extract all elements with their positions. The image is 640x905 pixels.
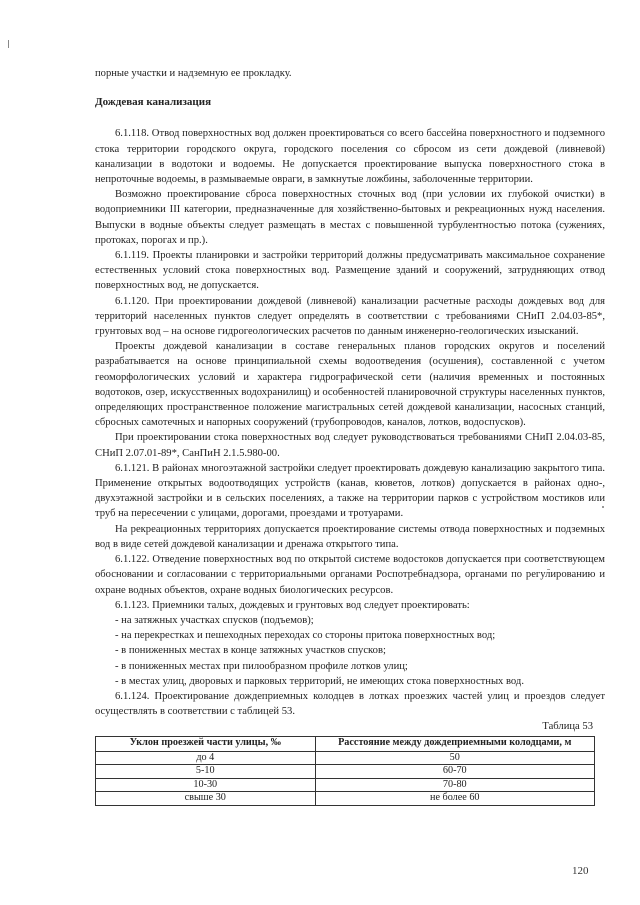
table-cell: не более 60: [315, 792, 594, 806]
paragraph: На рекреационных территориях допускается проектирование системы отвода поверхностных и подземных вод в виде сетей дождевой канализации и дренажа открытого типа.: [95, 523, 605, 550]
table-header-distance: Расстояние между дождеприемными колодцами, м: [315, 736, 594, 751]
intro-line: порные участки и надземную ее прокладку.: [95, 68, 292, 79]
paragraph: Возможно проектирование сброса поверхностных сточных вод (при условии их глубокой очистки) в водоприемники III категории, предназначенные для хозяйственно-бытовых и рекреационных нужд населения. Выпуски в водные объекты следует размещать в местах с повышенной турбулентностью потока (сужениях, протоках, порогах и пр.).: [95, 189, 605, 246]
paragraph: При проектировании стока поверхностных вод следует руководствоваться требованиями СНиП 2.04.03-85, СНиП 2.07.01-89*, СанПиН 2.1.5.980-00.: [95, 432, 605, 459]
table-cell: 60-70: [315, 765, 594, 779]
paragraph: 6.1.118. Отвод поверхностных вод должен проектироваться со всего бассейна поверхностного и подземного стока территории городского округа, городского поселения со сбросом из сети дождевой (ливневой) канализации в водотоки и водоемы. Не допускается проектирование выпуска поверхностного стока в непроточные водоемы, в размываемые овраги, в замкнутые ложбины, заболоченные территории.: [95, 128, 605, 186]
paragraph: 6.1.124. Проектирование дождеприемных колодцев в лотках проезжих частей улиц и проездов следует осуществлять в соответствии с таблицей 53.: [95, 690, 605, 718]
list-item: - на перекрестках и пешеходных переходах со стороны притока поверхностных вод;: [115, 630, 496, 642]
paragraph: 6.1.119. Проекты планировки и застройки территорий должны предусматривать максимальное сохранение естественных условий стока поверхностных вод. Размещение зданий и сооружений, затрудняющих отвод поверхностных вод, не допускается.: [95, 250, 605, 292]
table-header-slope: Уклон проезжей части улицы, ‰: [96, 736, 316, 751]
paragraph: 6.1.123. Приемники талых, дождевых и грунтовых вод следует проектировать:: [115, 599, 470, 611]
page-number: 120: [572, 865, 589, 877]
table-row: [96, 792, 595, 806]
list-item: - на затяжных участках спусков (подъемов);: [115, 614, 314, 626]
table-cell: свыше 30: [96, 792, 316, 806]
table-cell: 70-80: [315, 778, 594, 792]
table-cell: 50: [315, 751, 594, 765]
list-item: - в пониженных местах в конце затяжных участков спусков;: [115, 645, 386, 657]
document-page: [95, 66, 605, 806]
drain-spacing-table: [95, 736, 595, 806]
table-row: [96, 765, 595, 779]
table-cell: 10-30: [96, 778, 316, 792]
paragraph: 6.1.121. В районах многоэтажной застройки следует проектировать дождевую канализацию закрытого типа. Применение открытых водоотводящих устройств (канав, кюветов, лотков) допускается в районах одно-, двухэтажной застройки и в сельских поселениях, а также на территории парков с устройством мостиков или труб на пересечении с улицами, дорогами, проездами и тротуарами.: [95, 462, 605, 520]
table-row: [96, 778, 595, 792]
list-item: - в местах улиц, дворовых и парковых территорий, не имеющих стока поверхностных вод.: [115, 675, 524, 687]
table-header-row: [96, 736, 595, 751]
table-caption: Таблица 53: [542, 721, 593, 733]
paragraph: Проекты дождевой канализации в составе генеральных планов городских округов и поселений разрабатывается на основе принципиальной схемы водоотведения (осушения), составленной с учетом геоморфологических условий и характера гидрографической сети (наличия временных и постоянных водотоков, озер, искусственных водохранилищ) и особенностей планировочной структуры населенных пунктов, определяющих пространственное положение магистральных сетей дождевой канализации, насосных станций, сбросных самотечных и напорных сооружений (трубопроводов, каналов, лотков, водоспусков).: [95, 341, 605, 429]
paragraph: 6.1.120. При проектировании дождевой (ливневой) канализации расчетные расходы дождевых вод для территорий населенных пунктов следует определять в соответствии с требованиями СНиП 2.04.03-85*, грунтовых вод – на основе гидрогеологических расчетов по данным инженерно-геологических изысканий.: [95, 295, 605, 338]
table-cell: 5-10: [96, 765, 316, 779]
table-row: [96, 751, 595, 765]
list-item: - в пониженных местах при пилообразном профиле лотков улиц;: [115, 660, 408, 672]
scan-mark: [8, 40, 9, 48]
table-cell: до 4: [96, 751, 316, 765]
section-title: Дождевая канализация: [95, 96, 212, 109]
paragraph: 6.1.122. Отведение поверхностных вод по открытой системе водостоков допускается при соответствующем обосновании и согласовании с территориальными органами Роспотребнадзора, органами по регулированию и охране водных объектов, охране водных биологических ресурсов.: [95, 554, 605, 596]
